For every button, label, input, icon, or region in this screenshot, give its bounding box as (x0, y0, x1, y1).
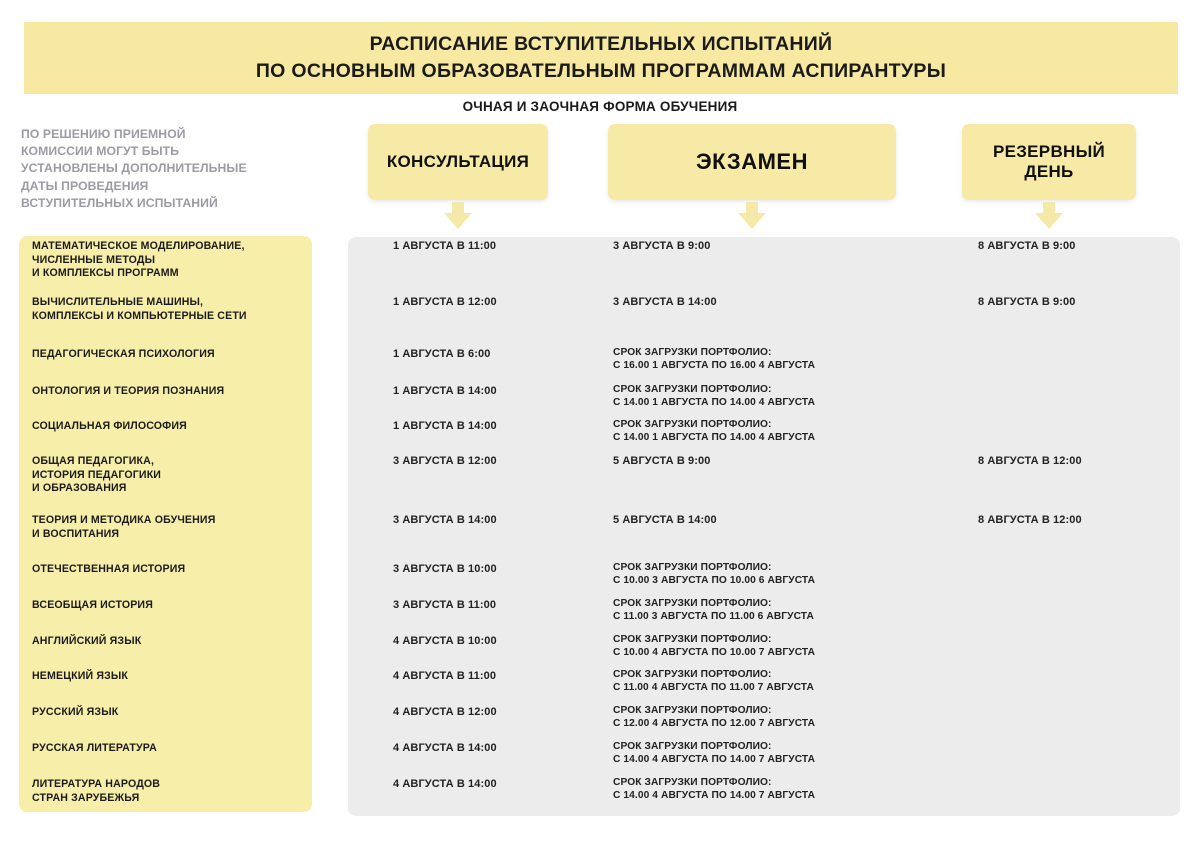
subject-label-line: СОЦИАЛЬНАЯ ФИЛОСОФИЯ (32, 420, 187, 432)
exam-portfolio-cell (613, 347, 815, 372)
subject-label (32, 296, 302, 323)
exam-cell-line: 3 АВГУСТА В 14:00 (613, 296, 717, 308)
subject-label-line: ЧИСЛЕННЫЕ МЕТОДЫ (32, 253, 156, 266)
page-title-line-1: РАСПИСАНИЕ ВСТУПИТЕЛЬНЫХ ИСПЫТАНИЙ (369, 33, 833, 55)
exam-portfolio-cell (613, 777, 815, 802)
admissions-note-line: ДАТЫ ПРОВЕДЕНИЯ (21, 178, 149, 193)
consultation-cell: 3 АВГУСТА В 11:00 (393, 599, 497, 611)
column-header-reserve-day (962, 124, 1136, 200)
subject-label (32, 348, 302, 362)
subject-label-line: ВЫЧИСЛИТЕЛЬНЫЕ МАШИНЫ, (32, 296, 204, 308)
subject-label-line: И КОМПЛЕКСЫ ПРОГРАММ (32, 267, 179, 279)
subject-label-line: РУССКИЙ ЯЗЫК (32, 706, 119, 718)
subject-label-line: ИСТОРИЯ ПЕДАГОГИКИ (32, 468, 162, 481)
subject-label-line: ОТЕЧЕСТВЕННАЯ ИСТОРИЯ (32, 563, 186, 575)
consultation-cell: 3 АВГУСТА В 14:00 (393, 514, 497, 526)
exam-cell-line: С 14.00 1 АВГУСТА ПО 14.00 4 АВГУСТА (613, 431, 816, 443)
consultation-cell: 3 АВГУСТА В 10:00 (393, 563, 497, 575)
subject-label-line: ОБЩАЯ ПЕДАГОГИКА, (32, 455, 155, 467)
consultation-cell: 1 АВГУСТА В 6:00 (393, 348, 491, 360)
exam-cell-line: СРОК ЗАГРУЗКИ ПОРТФОЛИО: (613, 598, 772, 609)
exam-cell-line: СРОК ЗАГРУЗКИ ПОРТФОЛИО: (613, 669, 772, 680)
exam-portfolio-cell (613, 562, 815, 587)
exam-portfolio-cell (613, 384, 815, 409)
consultation-cell: 3 АВГУСТА В 12:00 (393, 455, 497, 467)
subject-label-line: ОНТОЛОГИЯ И ТЕОРИЯ ПОЗНАНИЯ (32, 385, 225, 397)
admissions-note (21, 126, 321, 212)
consultation-cell: 1 АВГУСТА В 14:00 (393, 420, 497, 432)
exam-cell-line: С 10.00 4 АВГУСТА ПО 10.00 7 АВГУСТА (613, 646, 816, 658)
admissions-note-line: ВСТУПИТЕЛЬНЫХ ИСПЫТАНИЙ (21, 195, 218, 210)
exam-portfolio-cell (613, 598, 814, 623)
exam-portfolio-cell (613, 634, 815, 659)
subject-label (32, 240, 302, 281)
exam-cell-line: С 14.00 4 АВГУСТА ПО 14.00 7 АВГУСТА (613, 753, 816, 765)
subject-label (32, 670, 302, 684)
exam-cell-line: СРОК ЗАГРУЗКИ ПОРТФОЛИО: (613, 741, 772, 752)
exam-cell-line: СРОК ЗАГРУЗКИ ПОРТФОЛИО: (613, 384, 772, 395)
exam-portfolio-cell (613, 741, 815, 766)
exam-cell-line: С 11.00 4 АВГУСТА ПО 11.00 7 АВГУСТА (613, 681, 814, 693)
consultation-cell: 4 АВГУСТА В 10:00 (393, 635, 497, 647)
consultation-cell: 1 АВГУСТА В 12:00 (393, 296, 497, 308)
subject-label-line: РУССКАЯ ЛИТЕРАТУРА (32, 742, 157, 754)
consultation-cell: 1 АВГУСТА В 14:00 (393, 385, 497, 397)
exam-portfolio-cell (613, 669, 814, 694)
exam-cell (613, 514, 717, 528)
exam-cell-line: С 14.00 4 АВГУСТА ПО 14.00 7 АВГУСТА (613, 789, 816, 801)
reserve-day-line-1: РЕЗЕРВНЫЙ (992, 141, 1106, 161)
subject-label (32, 385, 302, 399)
exam-cell-line: СРОК ЗАГРУЗКИ ПОРТФОЛИО: (613, 705, 772, 716)
subject-label-line: АНГЛИЙСКИЙ ЯЗЫК (32, 635, 142, 647)
exam-portfolio-cell (613, 705, 815, 730)
column-header-consultation-label: КОНСУЛЬТАЦИЯ (386, 151, 530, 171)
exam-cell-line: СРОК ЗАГРУЗКИ ПОРТФОЛИО: (613, 419, 772, 430)
exam-portfolio-cell (613, 419, 815, 444)
subject-label-line: КОМПЛЕКСЫ И КОМПЬЮТЕРНЫЕ СЕТИ (32, 309, 247, 322)
subject-label-line: МАТЕМАТИЧЕСКОЕ МОДЕЛИРОВАНИЕ, (32, 240, 245, 252)
page-subtitle: ОЧНАЯ И ЗАОЧНАЯ ФОРМА ОБУЧЕНИЯ (462, 99, 738, 114)
consultation-cell: 4 АВГУСТА В 14:00 (393, 742, 497, 754)
exam-cell-line: С 11.00 3 АВГУСТА ПО 11.00 6 АВГУСТА (613, 610, 814, 622)
reserve-day-cell: 8 АВГУСТА В 12:00 (978, 514, 1082, 526)
exam-cell-line: 5 АВГУСТА В 14:00 (613, 514, 717, 526)
consultation-cell: 4 АВГУСТА В 14:00 (393, 778, 497, 790)
subject-label (32, 514, 302, 541)
exam-cell-line: СРОК ЗАГРУЗКИ ПОРТФОЛИО: (613, 347, 772, 358)
column-header-consultation (368, 124, 548, 200)
exam-cell-line: 3 АВГУСТА В 9:00 (613, 240, 711, 252)
subject-label-line: ЛИТЕРАТУРА НАРОДОВ (32, 778, 161, 790)
admissions-note-line: УСТАНОВЛЕНЫ ДОПОЛНИТЕЛЬНЫЕ (21, 161, 247, 176)
subject-label (32, 599, 302, 613)
admissions-note-line: КОМИССИИ МОГУТ БЫТЬ (21, 144, 180, 159)
subject-label-line: ТЕОРИЯ И МЕТОДИКА ОБУЧЕНИЯ (32, 514, 216, 526)
reserve-day-line-2: ДЕНЬ (1024, 162, 1074, 181)
subject-label (32, 778, 302, 805)
page-title-line-2: ПО ОСНОВНЫМ ОБРАЗОВАТЕЛЬНЫМ ПРОГРАММАМ АСПИРАНТУРЫ (255, 60, 947, 82)
exam-cell-line: СРОК ЗАГРУЗКИ ПОРТФОЛИО: (613, 562, 772, 573)
subject-label-line: ВСЕОБЩАЯ ИСТОРИЯ (32, 599, 153, 611)
subject-label-line: И ОБРАЗОВАНИЯ (32, 482, 127, 494)
subject-label-line: И ВОСПИТАНИЯ (32, 527, 120, 540)
column-header-reserve-day-label (993, 142, 1105, 182)
reserve-day-cell: 8 АВГУСТА В 12:00 (978, 455, 1082, 467)
subject-label (32, 706, 302, 720)
reserve-day-cell: 8 АВГУСТА В 9:00 (978, 240, 1076, 252)
header-banner (24, 22, 1178, 94)
exam-cell (613, 296, 717, 310)
subject-list-panel (19, 236, 312, 812)
exam-cell-line: С 14.00 1 АВГУСТА ПО 14.00 4 АВГУСТА (613, 396, 816, 408)
subject-label-line: НЕМЕЦКИЙ ЯЗЫК (32, 670, 129, 682)
exam-cell-line: С 16.00 1 АВГУСТА ПО 16.00 4 АВГУСТА (613, 359, 816, 371)
exam-cell-line: 5 АВГУСТА В 9:00 (613, 455, 711, 467)
exam-cell (613, 455, 710, 469)
subject-label (32, 742, 302, 756)
subject-label-line: СТРАН ЗАРУБЕЖЬЯ (32, 791, 140, 804)
subject-label (32, 455, 302, 496)
exam-cell (613, 240, 710, 254)
exam-cell-line: С 10.00 3 АВГУСТА ПО 10.00 6 АВГУСТА (613, 574, 816, 586)
consultation-cell: 4 АВГУСТА В 11:00 (393, 670, 497, 682)
reserve-day-cell: 8 АВГУСТА В 9:00 (978, 296, 1076, 308)
admissions-note-line: ПО РЕШЕНИЮ ПРИЕМНОЙ (21, 127, 186, 141)
subject-label-line: ПЕДАГОГИЧЕСКАЯ ПСИХОЛОГИЯ (32, 348, 215, 360)
column-header-exam-label: ЭКЗАМЕН (696, 149, 808, 175)
exam-cell-line: СРОК ЗАГРУЗКИ ПОРТФОЛИО: (613, 634, 772, 645)
exam-cell-line: С 12.00 4 АВГУСТА ПО 12.00 7 АВГУСТА (613, 717, 816, 729)
consultation-cell: 4 АВГУСТА В 12:00 (393, 706, 497, 718)
column-header-exam (608, 124, 896, 200)
subject-label (32, 635, 302, 649)
exam-cell-line: СРОК ЗАГРУЗКИ ПОРТФОЛИО: (613, 777, 772, 788)
subject-label (32, 420, 302, 434)
subject-label (32, 563, 302, 577)
consultation-cell: 1 АВГУСТА В 11:00 (393, 240, 497, 252)
schedule-grid-panel (348, 237, 1180, 816)
